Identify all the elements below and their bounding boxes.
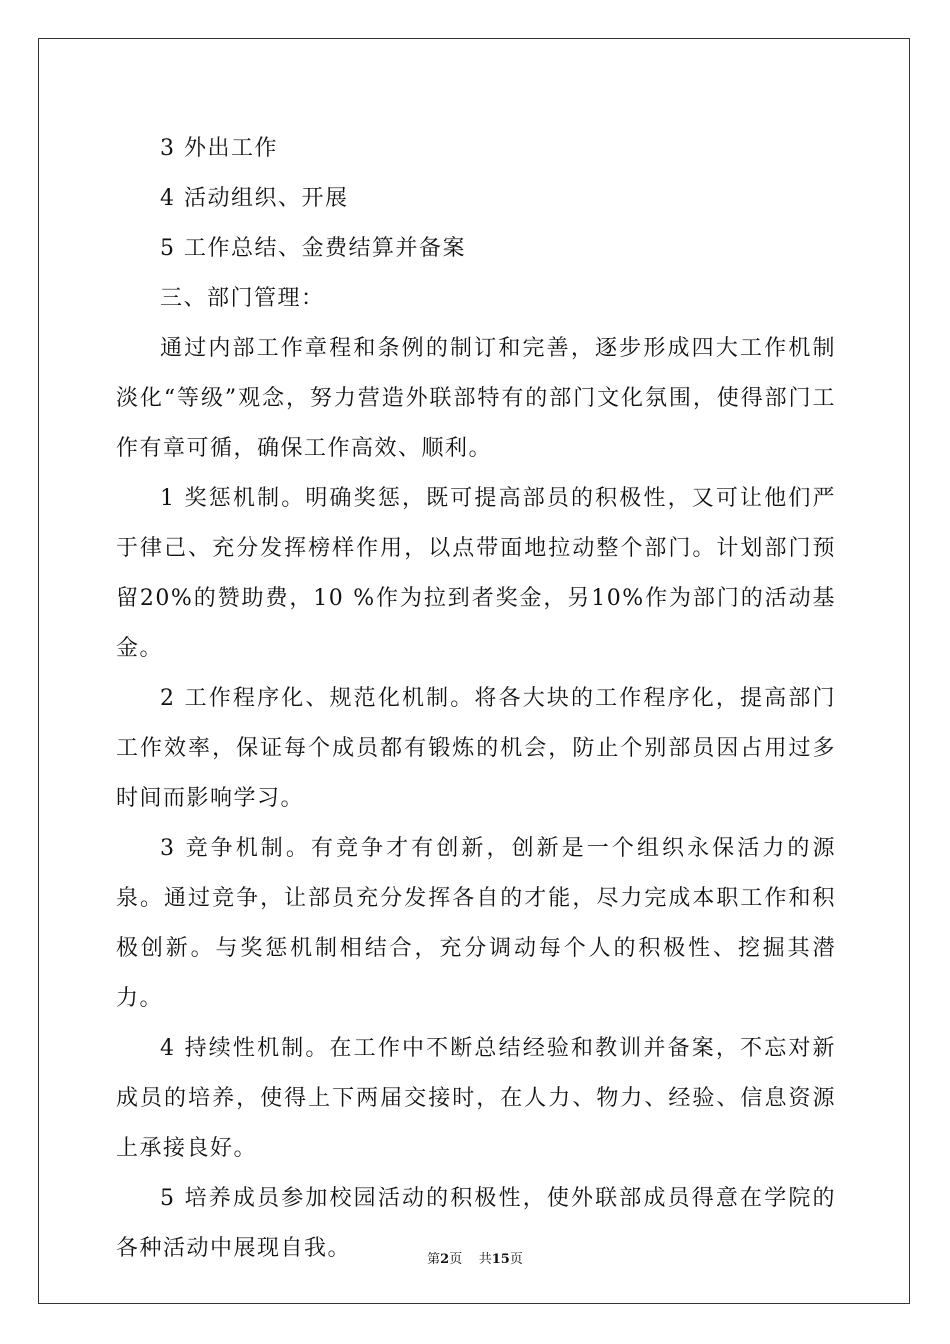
document-body xyxy=(116,124,836,1274)
paragraph: 5 工作总结、金费结算并备案 xyxy=(160,236,466,261)
paragraph: 3 竞争机制。有竞争才有创新，创新是一个组织永保活力的源泉。通过竞争，让部员充分发挥各自的才能，尽力完成本职工作和积极创新。与奖惩机制相结合，充分调动每个人的积极性、挖掘其潜力。 xyxy=(116,836,836,1011)
paragraph: 2 工作程序化、规范化机制。将各大块的工作程序化，提高部门工作效率，保证每个成员都有锻炼的机会，防止个别部员因占用过多时间而影响学习。 xyxy=(116,686,836,811)
page-prefix: 第 xyxy=(427,1252,441,1267)
page-footer xyxy=(0,1248,950,1267)
paragraph: 4 活动组织、开展 xyxy=(160,186,349,211)
paragraph: 通过内部工作章程和条例的制订和完善，逐步形成四大工作机制淡化“等级”观念，努力营造外联部特有的部门文化氛围，使得部门工作有章可循，确保工作高效、顺利。 xyxy=(116,336,836,461)
paragraph: 3 外出工作 xyxy=(160,136,278,161)
total-pages: 15 xyxy=(491,1252,510,1267)
total-prefix: 共 xyxy=(478,1252,492,1267)
section-heading: 三、部门管理： xyxy=(160,286,325,311)
page-suffix: 页 xyxy=(449,1252,463,1267)
total-suffix: 页 xyxy=(509,1252,523,1267)
paragraph: 4 持续性机制。在工作中不断总结经验和教训并备案，不忘对新成员的培养，使得上下两届交接时，在人力、物力、经验、信息资源上承接良好。 xyxy=(116,1036,836,1161)
paragraph: 5 培养成员参加校园活动的积极性，使外联部成员得意在学院的各种活动中展现自我。 xyxy=(116,1186,836,1261)
paragraph: 1 奖惩机制。明确奖惩，既可提高部员的积极性，又可让他们严于律己、充分发挥榜样作用，以点带面地拉动整个部门。计划部门预留20%的赞助费，10 %作为拉到者奖金，另10%作为部门的活动基金。 xyxy=(116,486,836,661)
page-number: 2 xyxy=(440,1252,450,1267)
